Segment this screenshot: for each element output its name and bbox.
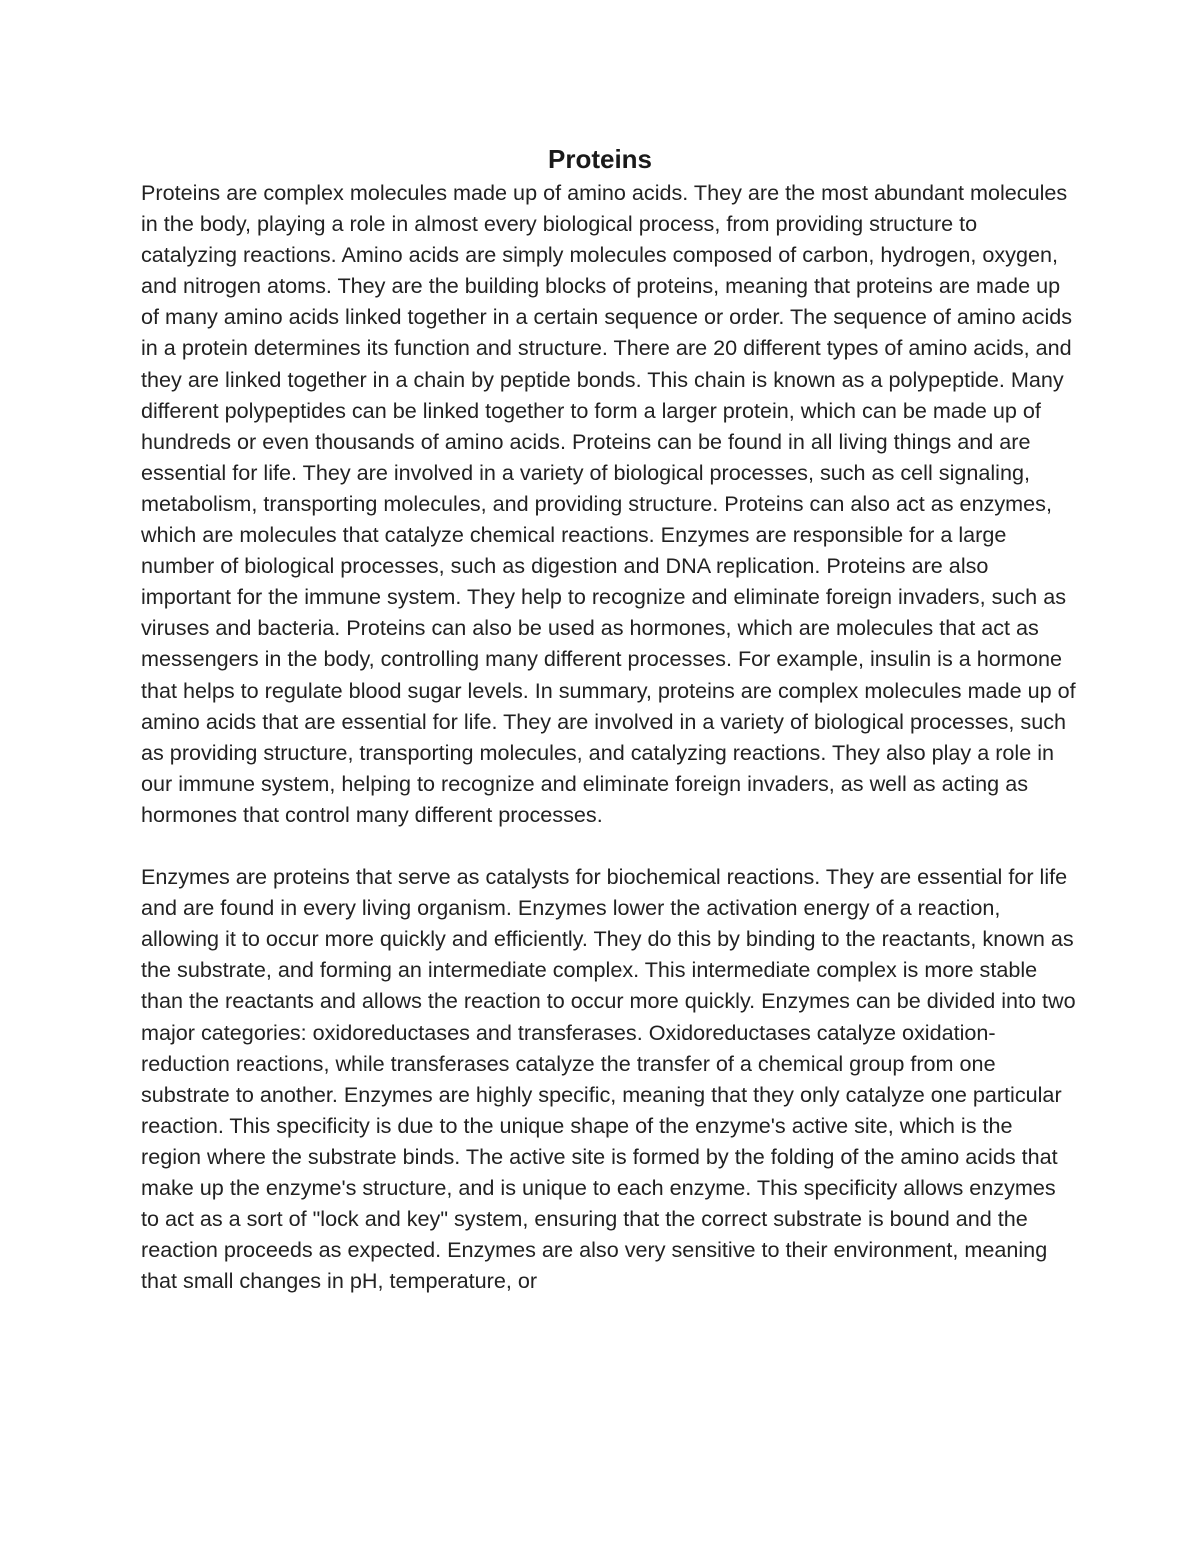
- paragraph-enzymes: Enzymes are proteins that serve as catalysts for biochemical reactions. They are essential for life and are found in every living organism. Enzymes lower the activation energy of a reaction, allowing it to occur more quickly and efficiently. They do this by binding to the reactants, known as the substrate, and forming an intermediate complex. This intermediate complex is more stable than the reactants and allows the reaction to occur more quickly. Enzymes can be divided into two major categories: oxidoreductases and transferases. Oxidoreductases catalyze oxidation-reduction reactions, while transferases catalyze the transfer of a chemical group from one substrate to another. Enzymes are highly specific, meaning that they only catalyze one particular reaction. This specificity is due to the unique shape of the enzyme's active site, which is the region where the substrate binds. The active site is formed by the folding of the amino acids that make up the enzyme's structure, and is unique to each enzyme. This specificity allows enzymes to act as a sort of "lock and key" system, ensuring that the correct substrate is bound and the reaction proceeds as expected. Enzymes are also very sensitive to their environment, meaning that small changes in pH, temperature, or: [141, 864, 1076, 1294]
- paragraph-proteins: Proteins are complex molecules made up of amino acids. They are the most abundant molecules in the body, playing a role in almost every biological process, from providing structure to catalyzing reactions. Amino acids are simply molecules composed of carbon, hydrogen, oxygen, and nitrogen atoms. They are the building blocks of proteins, meaning that proteins are made up of many amino acids linked together in a certain sequence or order. The sequence of amino acids in a protein determines its function and structure. There are 20 different types of amino acids, and they are linked together in a chain by peptide bonds. This chain is known as a polypeptide. Many different polypeptides can be linked together to form a larger protein, which can be made up of hundreds or even thousands of amino acids. Proteins can be found in all living things and are essential for life. They are involved in a variety of biological processes, such as cell signaling, metabolism, transporting molecules, and providing structure. Proteins can also act as enzymes, which are molecules that catalyze chemical reactions. Enzymes are responsible for a large number of biological processes, such as digestion and DNA replication. Proteins are also important for the immune system. They help to recognize and eliminate foreign invaders, such as viruses and bacteria. Proteins can also be used as hormones, which are molecules that act as messengers in the body, controlling many different processes. For example, insulin is a hormone that helps to regulate blood sugar levels. In summary, proteins are complex molecules made up of amino acids that are essential for life. They are involved in a variety of biological processes, such as providing structure, transporting molecules, and catalyzing reactions. They also play a role in our immune system, helping to recognize and eliminate foreign invaders, as well as acting as hormones that control many different processes.: [141, 180, 1076, 827]
- document-body: [141, 177, 1076, 1296]
- document-title: Proteins: [547, 144, 653, 174]
